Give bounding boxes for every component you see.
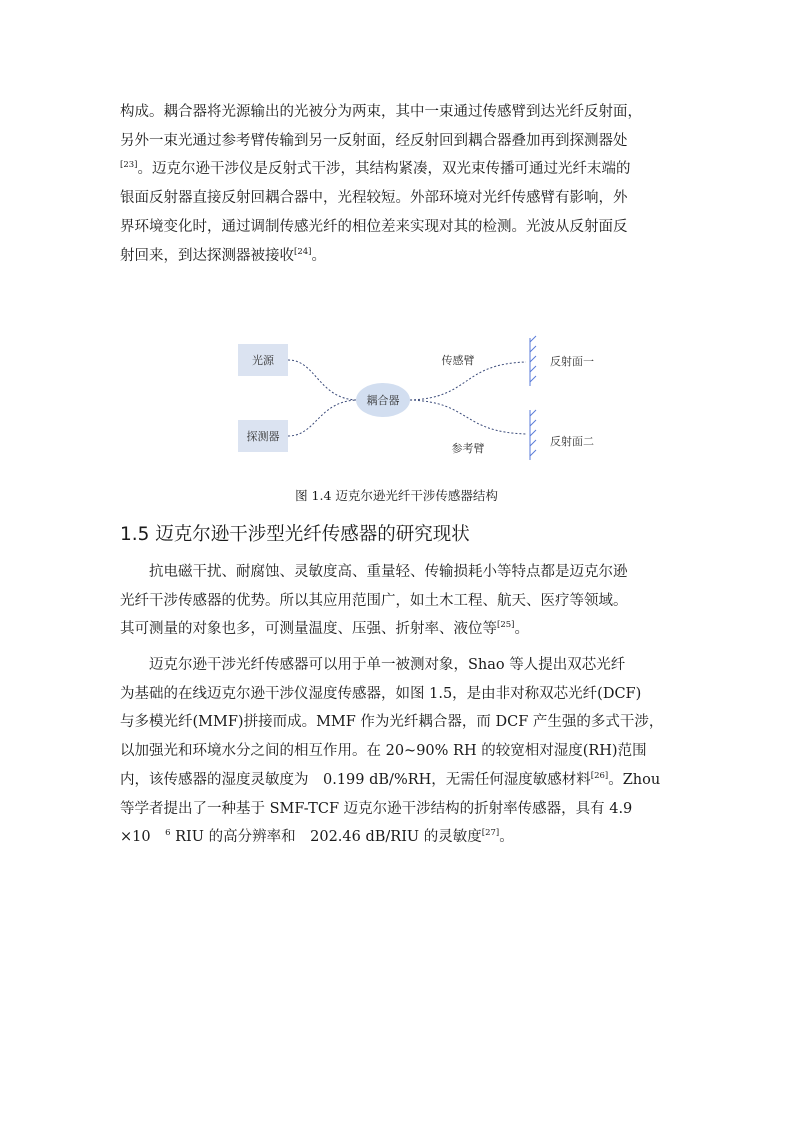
citation: [27]	[481, 828, 500, 839]
text-line: 抗电磁干扰、耐腐蚀、灵敏度高、重量轻、传输损耗小等特点都是迈克尔逊	[120, 564, 628, 580]
citation: [26]	[590, 770, 609, 781]
sensing-arm-label: 传感臂	[441, 354, 475, 367]
reflector-2-label: 反射面二	[550, 435, 594, 448]
citation: [23]	[120, 160, 138, 171]
citation: [25]	[497, 620, 515, 631]
text-line: 界环境变化时，通过调制传感光纤的相位差来实现对其的检测。光波从反射面反	[120, 218, 628, 235]
text-line: 银面反射器直接反射回耦合器中，光程较短。外部环境对光纤传感臂有影响，外	[120, 190, 628, 207]
figure-caption: 图 1.4 迈克尔逊光纤干涉传感器结构	[295, 488, 498, 503]
section-heading: 1.5 迈克尔逊干涉型光纤传感器的研究现状	[120, 524, 470, 545]
michelson-diagram	[236, 330, 606, 462]
text-line: 射回来，到达探测器被接收[24]。	[120, 246, 326, 264]
light-source-label: 光源	[252, 354, 274, 367]
reflector-2-icon	[530, 410, 536, 460]
reference-arm-label: 参考臂	[451, 442, 485, 455]
fiber-reference-arm	[410, 400, 526, 434]
reflector-1-label: 反射面一	[550, 355, 594, 368]
coupler-label: 耦合器	[366, 394, 400, 407]
fiber-sensing-arm	[410, 362, 526, 400]
text-line: 内，该传感器的湿度灵敏度为 0.199 dB/%RH，无需任何湿度敏感材料[26]。Zhou	[120, 770, 661, 788]
text-line: [23]。迈克尔逊干涉仪是反射式干涉，其结构紧凑，双光束传播可通过光纤末端的	[120, 160, 631, 178]
fiber-source-coupler	[288, 360, 356, 400]
citation: [24]	[294, 246, 312, 257]
paragraph-3	[120, 651, 676, 852]
paragraph-1	[120, 98, 676, 270]
text-line: 与多模光纤(MMF)拼接而成。MMF 作为光纤耦合器，而 DCF 产生强的多式干涉，	[120, 714, 664, 731]
text-line: 等学者提出了一种基于 SMF-TCF 迈克尔逊干涉结构的折射率传感器，具有 4.9	[120, 800, 633, 817]
detector-label: 探测器	[246, 430, 280, 443]
reflector-1-icon	[530, 336, 536, 386]
paragraph-2	[120, 558, 676, 644]
text-line: 以加强光和环境水分之间的相互作用。在 20~90% RH 的较宽相对湿度(RH)范围	[120, 743, 647, 760]
text-line: 光纤干涉传感器的优势。所以其应用范围广，如土木工程、航天、医疗等领域。	[120, 592, 628, 609]
text-line: 构成。耦合器将光源输出的光被分为两束，其中一束通过传感臂到达光纤反射面，	[120, 104, 642, 120]
text-line: 为基础的在线迈克尔逊干涉仪湿度传感器，如图 1.5，是由非对称双芯光纤(DCF)	[120, 685, 642, 702]
text-line: 另外一束光通过参考臂传输到另一反射面，经反射回到耦合器叠加再到探测器处	[120, 132, 628, 149]
exponent: 6	[165, 828, 171, 839]
fiber-detector-coupler	[288, 400, 356, 436]
text-line: ×10 $^6$ RIU 的高分辨率和 202.46 dB/RIU 的灵敏度[27]。	[120, 828, 514, 846]
text-line: 其可测量的对象也多，可测量温度、压强、折射率、液位等[25]。	[120, 620, 529, 638]
text-line: 迈克尔逊干涉光纤传感器可以用于单一被测对象，Shao 等人提出双芯光纤	[120, 657, 626, 673]
